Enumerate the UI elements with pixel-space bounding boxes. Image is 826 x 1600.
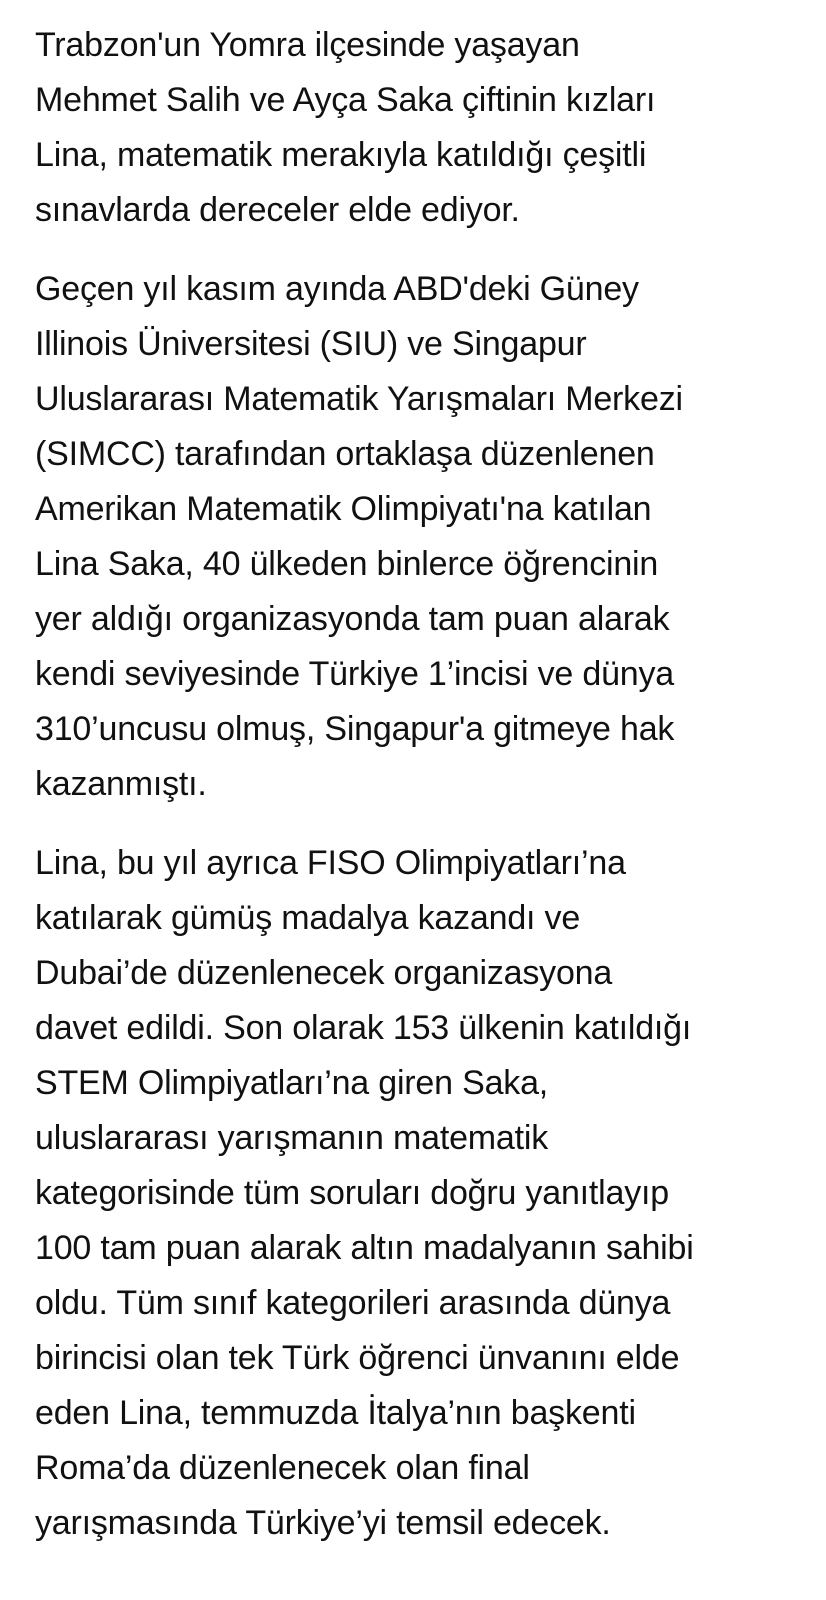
text-line: sınavlarda dereceler elde ediyor. xyxy=(35,191,520,229)
text-line: kategorisinde tüm soruları doğru yanıtlayıp xyxy=(35,1174,669,1212)
text-line: birincisi olan tek Türk öğrenci ünvanını elde xyxy=(35,1339,680,1377)
text-line: Trabzon'un Yomra ilçesinde yaşayan xyxy=(35,26,580,64)
text-line: (SIMCC) tarafından ortaklaşa düzenlenen xyxy=(35,435,655,473)
text-line: Dubai’de düzenlenecek organizasyona xyxy=(35,954,613,992)
text-line: yarışmasında Türkiye’yi temsil edecek. xyxy=(35,1504,611,1542)
text-line: Lina, matematik merakıyla katıldığı çeşitli xyxy=(35,136,647,174)
text-line: 310’uncusu olmuş, Singapur'a gitmeye hak xyxy=(35,710,675,748)
article-body xyxy=(35,18,815,1575)
text-line: Mehmet Salih ve Ayça Saka çiftinin kızları xyxy=(35,81,656,119)
text-line: Lina Saka, 40 ülkeden binlerce öğrencinin xyxy=(35,545,659,583)
text-line: kazanmıştı. xyxy=(35,765,207,803)
text-line: Illinois Üniversitesi (SIU) ve Singapur xyxy=(35,325,587,363)
paragraph-3 xyxy=(35,836,815,1551)
text-line: Roma’da düzenlenecek olan final xyxy=(35,1449,530,1487)
text-line: eden Lina, temmuzda İtalya’nın başkenti xyxy=(35,1394,636,1432)
text-line: uluslararası yarışmanın matematik xyxy=(35,1119,549,1157)
text-line: yer aldığı organizasyonda tam puan alarak xyxy=(35,600,670,638)
text-line: Geçen yıl kasım ayında ABD'deki Güney xyxy=(35,270,639,308)
text-line: davet edildi. Son olarak 153 ülkenin katıldığı xyxy=(35,1009,692,1047)
text-line: Uluslararası Matematik Yarışmaları Merkezi xyxy=(35,380,683,418)
text-line: Lina, bu yıl ayrıca FISO Olimpiyatları’na xyxy=(35,844,626,882)
text-line: oldu. Tüm sınıf kategorileri arasında dünya xyxy=(35,1284,671,1322)
paragraph-2 xyxy=(35,262,815,812)
text-line: 100 tam puan alarak altın madalyanın sahibi xyxy=(35,1229,694,1267)
text-line: kendi seviyesinde Türkiye 1’incisi ve dünya xyxy=(35,655,674,693)
text-line: Amerikan Matematik Olimpiyatı'na katılan xyxy=(35,490,652,528)
text-line: katılarak gümüş madalya kazandı ve xyxy=(35,899,581,937)
paragraph-1 xyxy=(35,18,815,238)
text-line: STEM Olimpiyatları’na giren Saka, xyxy=(35,1064,549,1102)
